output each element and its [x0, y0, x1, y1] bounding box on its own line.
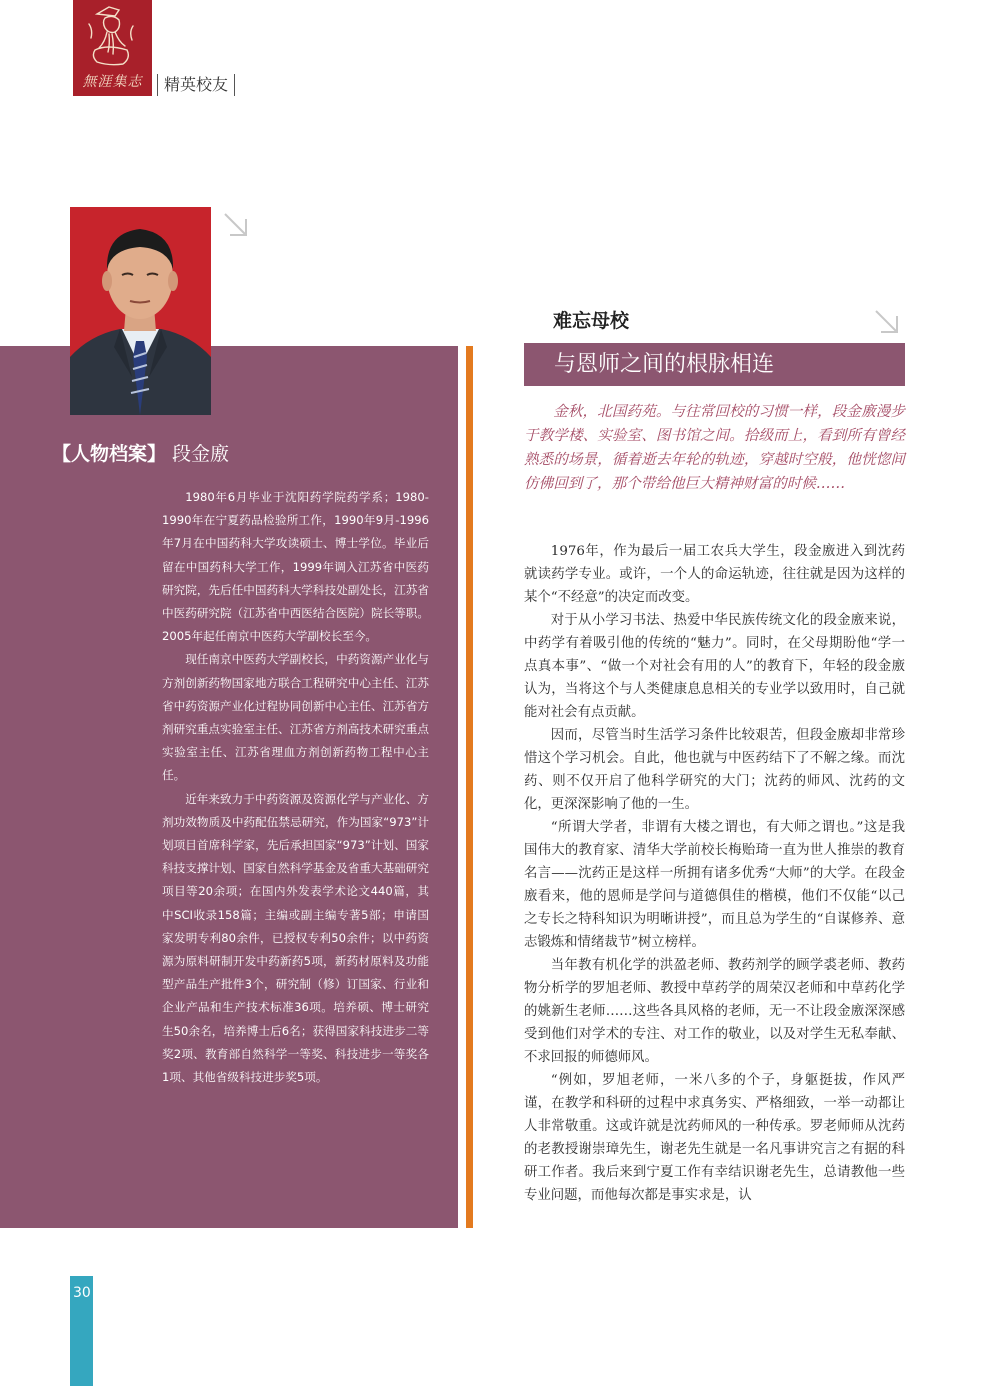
arrow-down-right-icon — [873, 308, 901, 336]
profile-paragraph: 1980年6月毕业于沈阳药学院药学系；1980-1990年在宁夏药品检验所工作，1990年9月-1996年7月在中国药科大学攻读硕士、博士学位。毕业后留在中国药科大学工作，1999年调入江苏省中医药研究院，先后任中国药科大学科技处副处长，江苏省中医药研究院（江苏省中西医结合医院）院长等职。2005年起任南京中医药大学副校长至今。 — [162, 490, 429, 644]
magazine-logo — [73, 0, 152, 96]
intro-paragraph: 金秋，北国药苑。与往常回校的习惯一样，段金廒漫步于教学楼、实验室、图书馆之间。拾级而上，看到所有曾经熟悉的场景，循着逝去年轮的轨迹，穿越时空般，他恍惚间仿佛回到了，那个带给他巨大精神财富的时候…… — [524, 403, 905, 492]
logo-text: 無涯集志 — [82, 74, 143, 90]
article-paragraph: 当年教有机化学的洪盈老师、教药剂学的顾学裘老师、教药物分析学的罗旭老师、教授中草药学的周荣汉老师和中草药化学的姚新生老师……这些各具风格的老师，无一不让段金廒深深感受到他们对学术的专注、对工作的敬业，以及对学生无私奉献、不求回报的师德师风。 — [524, 958, 905, 1065]
portrait-photo — [70, 207, 211, 415]
page-number: 30 — [73, 1285, 91, 1301]
article-paragraph: “例如，罗旭老师，一米八多的个子，身躯挺拔，作风严谨，在教学和科研的过程中求真务实、严格细致，一举一动都让人非常敬重。这或许就是沈药师风的一种传承。罗老师师从沈药的老教授谢崇璋先生，谢老先生就是一名凡事讲究言之有据的科研工作者。我后来到宁夏工作有幸结识谢老先生，总请教他一些专业问题，而他每次都是事实求是，认 — [524, 1073, 905, 1203]
section-label: 精英校友 — [157, 74, 235, 96]
profile-heading — [52, 440, 229, 468]
article-paragraph: “所谓大学者，非谓有大楼之谓也，有大师之谓也。”这是我国伟大的教育家、清华大学前校长梅贻琦一直为世人推崇的教育名言——沈药正是这样一所拥有诸多优秀“大师”的大学。在段金廒看来，他的恩师是学问与道德俱佳的楷模，他们不仅能“以己之专长之特科知识为明晰讲授”，而且总为学生的“自谋修养、意志锻炼和情绪裁节”树立榜样。 — [524, 820, 905, 950]
profile-heading-label: 【人物档案】 — [52, 443, 167, 465]
article-intro — [524, 400, 905, 496]
profile-name: 段金廒 — [172, 443, 230, 465]
profile-paragraph: 现任南京中医药大学副校长，中药资源产业化与方剂创新药物国家地方联合工程研究中心主任、江苏省中药资源产业化过程协同创新中心主任、江苏省方剂研究重点实验室主任、江苏省方剂高技术研究重点实验室主任、江苏省理血方剂创新药物工程中心主任。 — [162, 652, 429, 783]
profile-text — [162, 486, 429, 1089]
article-paragraph: 因而，尽管当时生活学习条件比较艰苦，但段金廒却非常珍惜这个学习机会。自此，他也就与中医药结下了不解之缘。而沈药、则不仅开启了他科学研究的大门；沈药的师风、沈药的文化，更深深影响了他的一生。 — [524, 728, 905, 812]
article-paragraph: 1976年，作为最后一届工农兵大学生，段金廒进入到沈药就读药学专业。或许，一个人的命运轨迹，往往就是因为这样的某个“不经意”的决定而改变。 — [524, 544, 905, 605]
article-subtitle: 与恩师之间的根脉相连 — [524, 343, 905, 386]
divider-line — [466, 346, 473, 1228]
arrow-down-right-icon — [222, 211, 250, 239]
scholar-portrait-icon — [79, 4, 146, 68]
profile-paragraph: 近年来致力于中药资源及资源化学与产业化、方剂功效物质及中药配伍禁忌研究，作为国家“973”计划项目首席科学家，先后承担国家“973”计划、国家科技支撑计划、国家自然科学基金及省重大基础研究项目等20余项；在国内外发表学术论文440篇，其中SCI收录158篇；主编或副主编专著5部；申请国家发明专利80余件，已授权专利50余件；以中药资源为原料研制开发中药新药5项，新药材原料及功能型产品生产批件3个，研究制（修）订国家、行业和企业产品和生产技术标准36项。培养硕、博士研究生50余名，培养博士后6名；获得国家科技进步二等奖2项、教育部自然科学一等奖、科技进步一等奖各1项、其他省级科技进步奖5项。 — [162, 791, 429, 1085]
article-paragraph: 对于从小学习书法、热爱中华民族传统文化的段金廒来说，中药学有着吸引他的传统的“魅力”。同时，在父母期盼他“学一点真本事”、“做一个对社会有用的人”的教育下，年轻的段金廒认为，当将这个与人类健康息息相关的专业学以致用时，自己就能对社会有点贡献。 — [524, 613, 905, 720]
article-body — [524, 540, 905, 1207]
article-title: 难忘母校 — [553, 310, 630, 332]
